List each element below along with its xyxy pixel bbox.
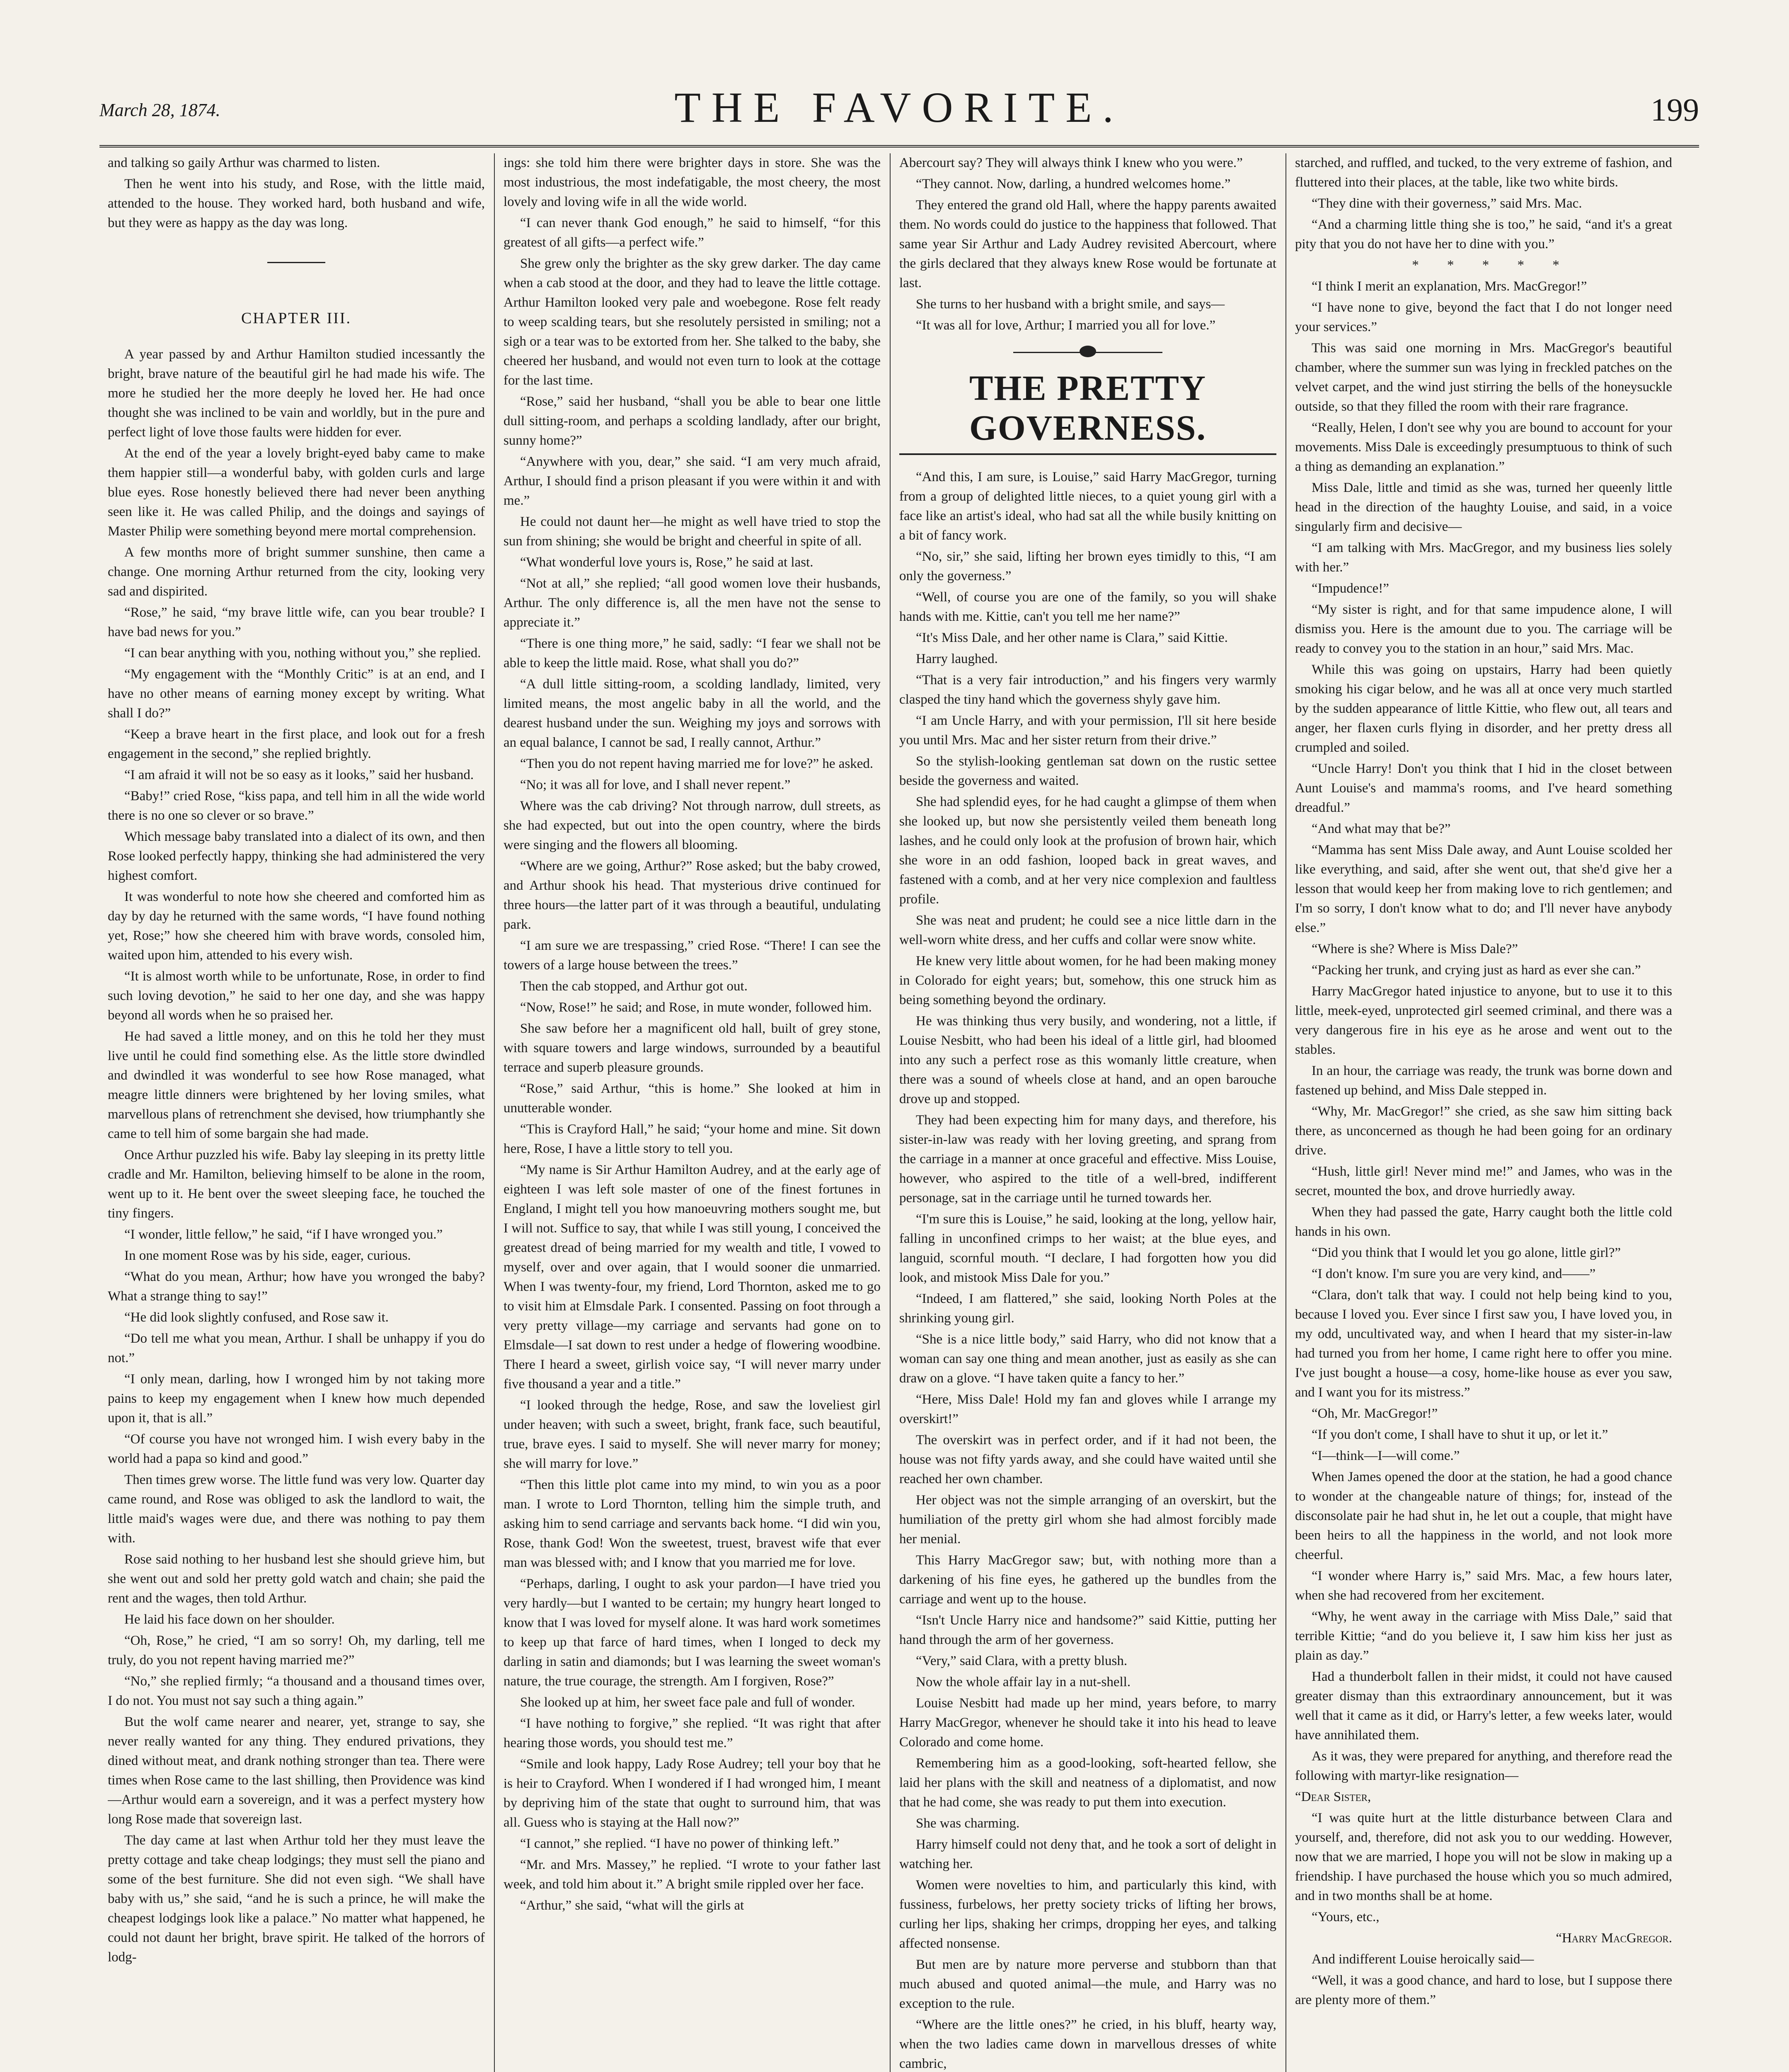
paragraph: Remembering him as a good-looking, soft-hearted fellow, she laid her plans with the skill and neatness of a diplomatist, and now that he had come, she was ready to put them into execution. [899,1756,1276,1810]
paragraph: “I have none to give, beyond the fact that I do not longer need your services.” [1295,300,1672,334]
paragraph: “He did look slightly confused, and Rose saw it. [124,1310,389,1325]
paragraph: “Where are the little ones?” he cried, in his bluff, hearty way, when the two ladies came down in marvellous dresses of white cambric, [899,2017,1276,2071]
paragraph: “Here, Miss Dale! Hold my fan and gloves while I arrange my overskirt!” [899,1392,1276,1426]
paragraph: He was thinking thus very busily, and wondering, not a little, if Louise Nesbitt, who had been his ideal of a little girl, had bloomed into any such a perfect rose as this womanly little creature, when there was a sound of wheels close at hand, and an open barouche drove up and stopped. [899,1014,1276,1106]
paragraph: Abercourt say? They will always think I knew who you were.” [899,155,1243,170]
paragraph: In an hour, the carriage was ready, the trunk was borne down and fastened up behind, and Miss Dale stepped in. [1295,1063,1672,1098]
chapter-heading: CHAPTER III. [241,310,352,327]
page-number: 199 [1651,92,1699,128]
paragraph: “They dine with their governess,” said Mrs. Mac. [1312,196,1582,211]
paragraph: As it was, they were prepared for anything, and therefore read the following with martyr-like resignation— [1295,1749,1672,1783]
paragraph: “Really, Helen, I don't see why you are bound to account for your movements. Miss Dale is exceedingly presumptuous to think of such a thing as demanding an explanation.” [1295,420,1672,474]
paragraph: “If you don't come, I shall have to shut it up, or let it.” [1312,1427,1608,1442]
paragraph: The overskirt was in perfect order, and if it had not been, the house was not fifty yards away, and she could have waited until she reached her own chamber. [899,1433,1276,1486]
section-rule [267,262,325,263]
paragraph: “Keep a brave heart in the first place, and look out for a fresh engagement in the second,” she replied brightly. [108,727,485,761]
paragraph: “And this, I am sure, is Louise,” said Harry MacGregor, turning from a group of delighted little nieces, to a quiet young girl with a face like an artist's ideal, who had sat all the while busily knitting on a bit of fancy work. [899,470,1276,543]
paragraph: “Oh, Rose,” he cried, “I am so sorry! Oh, my darling, tell me truly, do you not repent having married me?” [108,1633,485,1668]
letter-signature: “Harry MacGregor. [1556,1931,1672,1946]
paragraph: “My engagement with the “Monthly Critic” is at an end, and I have no other means of earning money except by writing. What shall I do?” [108,667,485,721]
paragraph: “Do tell me what you mean, Arthur. I shall be unhappy if you do not.” [108,1331,485,1365]
paragraph: But the wolf came nearer and nearer, yet, strange to say, she never really wanted for any thing. They endured privations, they dined without meat, and drank nothing stronger than tea. There were times when Rose came to the last shilling, then Providence was kind—Arthur would earn a sovereign, and it was a perfect mystery how long Rose made that sovereign last. [108,1714,485,1827]
paragraph: She saw before her a magnificent old hall, built of grey stone, with square towers and large windows, surrounded by a beautiful terrace and superb pleasure grounds. [504,1021,881,1075]
issue-date: March 28, 1874. [99,100,220,120]
column-divider [1285,153,1286,2072]
paragraph: Then times grew worse. The little fund was very low. Quarter day came round, and Rose was obliged to ask the landlord to wait, the little maid's wages were due, and there was nothing to pay them with. [108,1472,485,1546]
paragraph: “Mamma has sent Miss Dale away, and Aunt Louise scolded her like everything, and said, after she went out, that she'd give her a lesson that would keep her from making love to rich gentlemen; and I'm so sorry, I don't know what to do; and I'll never have anybody else.” [1295,842,1672,935]
paragraph: “Arthur,” she said, “what will the girls at [520,1898,744,1913]
paragraph: He knew very little about women, for he had been making money in Colorado for eight years; but, somehow, this one struck him as being something beyond the ordinary. [899,954,1276,1007]
paragraph: “Impudence!” [1312,581,1389,596]
paragraph: She grew only the brighter as the sky grew darker. The day came when a cab stood at the door, and they had to leave the little cottage. Arthur Hamilton looked very pale and woebegone. Rose felt ready to weep scalding tears, but she resolutely persisted in smiling; not a sigh or a tear was to be extorted from her. She talked to the baby, she cheered her husband, and would not even turn to look at the cottage for the last time. [504,256,881,388]
paragraph: This Harry MacGregor saw; but, with nothing more than a darkening of his fine eyes, he gathered up the bundles from the carriage and went up to the house. [899,1553,1276,1607]
paragraph: She turns to her husband with a bright smile, and says— [916,297,1225,312]
paragraph: “Then this little plot came into my mind, to win you as a poor man. I wrote to Lord Thornton, telling him the simple truth, and asking him to send carriage and servants back home. “I did win you, Rose, thank God! Won the sweetest, truest, bravest wife that ever man was blessed with; and I know that you married me for love. [504,1477,881,1570]
paragraph: “And a charming little thing she is too,” he said, “and it's a great pity that you do not have her to dine with you.” [1295,217,1672,252]
paragraph: “I wonder, little fellow,” he said, “if I have wronged you.” [124,1227,443,1242]
paragraph: “No; it was all for love, and I shall never repent.” [520,777,791,792]
paragraph: “Rose,” he said, “my brave little wife, can you bear trouble? I have bad news for you.” [108,605,485,639]
paragraph: and talking so gaily Arthur was charmed to listen. [108,155,380,170]
column-1 [108,153,485,2072]
paragraph: Rose said nothing to her husband lest she should grieve him, but she went out and sold her pretty gold watch and chain; she paid the rent and the wages, then told Arthur. [108,1552,485,1606]
column-4 [1295,153,1672,2072]
paragraph: Harry MacGregor hated injustice to anyone, but to use it to this little, meek-eyed, unprotected girl seemed criminal, and there was a very dangerous fire in his eye as he arose and went out to the stables. [1295,984,1672,1057]
paragraph: This was said one morning in Mrs. MacGregor's beautiful chamber, where the summer sun was lying in freckled patches on the velvet carpet, and the wind just stirring the bells of the honeysuckle outside, so that they filled the room with their rare fragrance. [1295,341,1672,414]
paragraph: “Yours, etc., [1312,1910,1380,1924]
letter-salutation: “Dear Sister, [1295,1789,1371,1804]
paragraph: Her object was not the simple arranging of an overskirt, but the humiliation of the pretty girl whom she had almost forcibly made her menial. [899,1493,1276,1547]
paragraph: “Uncle Harry! Don't you think that I hid in the closet between Aunt Louise's and mamma's rooms, and I've heard something dreadful.” [1295,761,1672,815]
paragraph: “Mr. and Mrs. Massey,” he replied. “I wrote to your father last week, and told him about it.” A bright smile rippled over her face. [504,1857,881,1892]
paragraph: “Where are we going, Arthur?” Rose asked; but the baby crowed, and Arthur shook his head. That mysterious drive continued for three hours—the latter part of it was through a beautiful, undulating park. [504,859,881,932]
paragraph: “Indeed, I am flattered,” she said, looking North Poles at the shrinking young girl. [899,1291,1276,1326]
column-3 [899,153,1276,2072]
paragraph: But men are by nature more perverse and stubborn than that much abused and quoted animal—the mule, and Harry was no exception to the rule. [899,1957,1276,2011]
paragraph: “Baby!” cried Rose, “kiss papa, and tell him in all the wide world there is no one so clever or so brave.” [108,789,485,823]
paragraph: He laid his face down on her shoulder. [124,1612,335,1627]
paragraph: Now the whole affair lay in a nut-shell. [916,1675,1131,1690]
paragraph: “I'm sure this is Louise,” he said, looking at the long, yellow hair, falling in unconfined crimps to her waist; at the blue eyes, and languid, scornful mouth. “I declare, I had forgotten how you did look, and mistook Miss Dale for you.” [899,1212,1276,1285]
paragraph: “I was quite hurt at the little disturbance between Clara and yourself, and, therefore, did not ask you to our wedding. However, now that we are married, I hope you will not be slow in making up a friendship. I have purchased the house which you so much admired, and in two months shall be at home. [1295,1811,1672,1903]
paragraph: Louise Nesbitt had made up her mind, years before, to marry Harry MacGregor, whenever he should take it into his head to leave Colorado and come home. [899,1696,1276,1750]
paragraph: “Now, Rose!” he said; and Rose, in mute wonder, followed him. [520,1000,872,1015]
paragraph: “I don't know. I'm sure you are very kind, and——” [1312,1266,1596,1281]
paragraph: Harry laughed. [916,651,998,666]
paragraph: At the end of the year a lovely bright-eyed baby came to make them happier still—a wonderful baby, with golden curls and large blue eyes. Rose honestly believed there had never been anything seen like it. He was called Philip, and the doings and sayings of Master Philip were something beyond mere mortal comprehension. [108,446,485,539]
paragraph: Then the cab stopped, and Arthur got out. [520,979,748,994]
paragraph: “I cannot,” she replied. “I have no power of thinking left.” [520,1836,840,1851]
paragraph: “Well, of course you are one of the family, so you will shake hands with me. Kittie, can't you tell me her name?” [899,590,1276,624]
paragraph: He could not daunt her—he might as well have tried to stop the sun from shining; she would be bright and cheerful in spite of all. [504,514,881,549]
paragraph: “This is Crayford Hall,” he said; “your home and mine. Sit down here, Rose, I have a little story to tell you. [504,1122,881,1156]
paragraph: “My sister is right, and for that same impudence alone, I will dismiss you. Here is the amount due to you. The carriage will be ready to convey you to the station in an hour,” said Mrs. Mac. [1295,602,1672,656]
paragraph: “Clara, don't talk that way. I could not help being kind to you, because I loved you. Ever since I first saw you, I have loved you, in my odd, uncultivated way, and when I heard that my sister-in-law had turned you from her home, I came right here to offer you mine. I've just bought a house—a cosy, home-like house as ever you saw, and I want you for its mistress.” [1295,1288,1672,1400]
paragraph: “What wonderful love yours is, Rose,” he said at last. [520,555,813,570]
paragraph: “Very,” said Clara, with a pretty blush. [916,1653,1128,1668]
paragraph: “They cannot. Now, darling, a hundred welcomes home.” [916,177,1231,191]
paragraph: While this was going on upstairs, Harry had been quietly smoking his cigar below, and he was all at once very much startled by the sudden appearance of little Kittie, who flew out, all tears and anger, her flaxen curls flying in disorder, and her pretty dress all crumpled and soiled. [1295,662,1672,755]
paragraph: They had been expecting him for many days, and therefore, his sister-in-law was ready with her loving greeting, and sprang from the carriage in a manner at once graceful and effective. Miss Louise, however, who aspired to the title of a well-bred, indifferent personage, sat in the carriage until he turned towards her. [899,1113,1276,1205]
paragraph: “It was all for love, Arthur; I married you all for love.” [916,318,1216,333]
paragraph: “There is one thing more,” he said, sadly: “I fear we shall not be able to keep the little maid. Rose, what shall you do?” [504,636,881,670]
paragraph: They entered the grand old Hall, where the happy parents awaited them. No words could do justice to the happiness that followed. That same year Sir Arthur and Lady Audrey revisited Abercourt, where the girls declared that they always knew Rose would be fortunate at last. [899,198,1276,290]
section-break: * * * * * [1412,258,1572,273]
paragraph: Miss Dale, little and timid as she was, turned her queenly little head in the direction of the haughty Louise, and said, in a voice singularly firm and decisive— [1295,480,1672,534]
paragraph: Women were novelties to him, and particularly this kind, with fussiness, furbelows, her pretty society tricks of lifting her brows, curling her lips, shaking her crimps, dropping her eyes, and talking affected nonsense. [899,1878,1276,1951]
paragraph: “Packing her trunk, and crying just as hard as ever she can.” [1312,963,1641,978]
paragraph: In one moment Rose was by his side, eager, curious. [124,1248,411,1263]
paragraph: “Then you do not repent having married me for love?” he asked. [520,756,874,771]
paragraph: When they had passed the gate, Harry caught both the little cold hands in his own. [1295,1205,1672,1239]
paragraph: “No, sir,” she said, lifting her brown eyes timidly to this, “I am only the governess.” [899,549,1276,583]
paragraph: She was neat and prudent; he could see a nice little darn in the well-worn white dress, and her cuffs and collar were snow white. [899,913,1276,947]
paragraph: “I only mean, darling, how I wronged him by not taking more pains to keep my engagement when I knew how much depended upon it, that is all.” [108,1372,485,1426]
paragraph: “Hush, little girl! Never mind me!” and James, who was in the secret, mounted the box, and drove hurriedly away. [1295,1164,1672,1198]
paragraph: “Why, Mr. MacGregor!” she cried, as she saw him sitting back there, as unconcerned as though he had been going for an ordinary drive. [1295,1104,1672,1158]
paragraph: “I am afraid it will not be so easy as it looks,” said her husband. [124,767,474,782]
paragraph: “No,” she replied firmly; “a thousand and a thousand times over, I do not. You must not say such a thing again.” [108,1674,485,1708]
paragraph: “Not at all,” she replied; “all good women love their husbands, Arthur. The only difference is, all the men have not the sense to appreciate it.” [504,576,881,630]
paragraph: “My name is Sir Arthur Hamilton Audrey, and at the early age of eighteen I was left sole master of one of the finest fortunes in England, I might tell you how manoeuvring mothers sought me, but I will not. Suffice to say, that while I was still young, I conceived the greatest dread of being married for my wealth and title, I vowed to myself, over and over again, that I would sooner die unmarried. When I was twenty-four, my friend, Lord Thornton, asked me to go to visit him at Elmsdale Park. I consented. Passing on foot through a very pretty village—my carriage and servants had gone on to Elmsdale—I sat down to rest under a hedge of flowering woodbine. There I heard a sweet, girlish voice say, “I will never marry under five thousand a year and a title.” [504,1162,881,1392]
paragraph: “I—think—I—will come.” [1312,1448,1460,1463]
paragraph: A year passed by and Arthur Hamilton studied incessantly the bright, brave nature of the beautiful girl he had made his wife. The more he studied her the more deeply he loved her. He had once thought she was inclined to be vain and worldly, but in the pure and perfect light of love those faults were hidden for ever. [108,347,485,440]
paragraph: “I think I merit an explanation, Mrs. MacGregor!” [1312,279,1587,294]
paragraph: “A dull little sitting-room, a scolding landlady, limited, very limited means, the most angelic baby in all the world, and the dearest husband under the sun. Weighing my joys and sorrows with an equal balance, I cannot be sad, I really cannot, Arthur.” [504,677,881,750]
paragraph: “Perhaps, darling, I ought to ask your pardon—I have tried you very hardly—but I wanted to be certain; my hungry heart longed to know that I was loved for myself alone. It was hard work sometimes to keep up that farce of hard times, when I longed to deck my darling in satin and diamonds; but I was learning the sweet woman's nature, the true courage, the strength. Am I forgiven, Rose?” [504,1576,881,1689]
paragraph: “Why, he went away in the carriage with Miss Dale,” said that terrible Kittie; “and do you believe it, I saw him kiss her just as plain as day.” [1295,1609,1672,1663]
paragraph: “It is almost worth while to be unfortunate, Rose, in order to find such loving devotion,” he said to her one day, and she was happy beyond all words when he so praised her. [108,969,485,1023]
ornament-icon [1080,346,1096,357]
paragraph: “Isn't Uncle Harry nice and handsome?” said Kittie, putting her hand through the arm of her governess. [899,1613,1276,1647]
paragraph: Harry himself could not deny that, and he took a sort of delight in watching her. [899,1837,1276,1871]
paragraph: starched, and ruffled, and tucked, to the very extreme of fashion, and fluttered into their places, at the table, like two white birds. [1295,155,1672,190]
paragraph: When James opened the door at the station, he had a good chance to wonder at the changeable nature of things; for, instead of the disconsolate pair he had shut in, he let out a couple, that might have been heirs to all the happiness in the world, and not look more cheerful. [1295,1469,1672,1562]
paragraph: He had saved a little money, and on this he told her they must live until he could find something else. As the little store dwindled and dwindled it was wonderful to see how Rose managed, what meagre little dinners were brightened by her loving smiles, what marvellous plans of retrenchment she devised, how triumphantly she came to tell him of some bargain she had made. [108,1029,485,1141]
paragraph: “I can bear anything with you, nothing without you,” she replied. [124,646,481,661]
story-title: THE PRETTY GOVERNESS. [899,368,1276,455]
paragraph: And indifferent Louise heroically said— [1312,1952,1534,1967]
paragraph: A few months more of bright summer sunshine, then came a change. One morning Arthur returned from the city, looking very sad and dispirited. [108,545,485,599]
paragraph: The day came at last when Arthur told her they must leave the pretty cottage and take cheap lodgings; they must sell the piano and some of the best furniture. She did not even sigh. “We shall have baby with us,” she said, “and he is such a prince, he will make the cheapest lodgings look like a palace.” No matter what happened, he could not daunt her bright, brave spirit. He talked of the horrors of lodg- [108,1833,485,1965]
paragraph: “And what may that be?” [1312,821,1451,836]
ornament-divider [1013,352,1162,358]
paragraph: “She is a nice little body,” said Harry, who did not know that a woman can say one thing and mean another, just as easily as she can draw on a glove. “I have taken quite a fancy to her.” [899,1332,1276,1386]
column-2 [504,153,881,2072]
paragraph: Had a thunderbolt fallen in their midst, it could not have caused greater dismay than this extraordinary announcement, but it was well that it came as it did, or Harry's letter, a few weeks later, would have annihilated them. [1295,1669,1672,1743]
paragraph: Once Arthur puzzled his wife. Baby lay sleeping in its pretty little cradle and Mr. Hamilton, believing himself to be alone in the room, went up to it. He bent over the sweet sleeping face, he touched the tiny fingers. [108,1147,485,1221]
paragraph: Then he went into his study, and Rose, with the little maid, attended to the house. They worked hard, both husband and wife, but they were as happy as the day was long. [108,177,485,230]
paragraph: “It's Miss Dale, and her other name is Clara,” said Kittie. [916,630,1228,645]
column-divider [494,153,495,2072]
paragraph: “I can never thank God enough,” he said to himself, “for this greatest of all gifts—a perfect wife.” [504,215,881,250]
paragraph: “I wonder where Harry is,” said Mrs. Mac, a few hours later, when she had recovered from her excitement. [1295,1569,1672,1603]
paragraph: “Did you think that I would let you go alone, little girl?” [1312,1245,1621,1260]
paragraph: “Smile and look happy, Lady Rose Audrey; tell your boy that he is heir to Crayford. When I wondered if I had wronged him, I meant by depriving him of the state that ought to surround him, that was all. Guess who is staying at the Hall now?” [504,1757,881,1830]
paragraph: “I am sure we are trespassing,” cried Rose. “There! I can see the towers of a large house between the trees.” [504,938,881,973]
paragraph: “I am talking with Mrs. MacGregor, and my business lies solely with her.” [1295,540,1672,575]
paragraph: “Of course you have not wronged him. I wish every baby in the world had a papa so kind and good.” [108,1432,485,1466]
paragraph: ings: she told him there were brighter days in store. She was the most industrious, the most indefatigable, the most cheery, the most lovely and loving wife in all the wide world. [504,155,881,209]
paragraph: “What do you mean, Arthur; how have you wronged the baby? What a strange thing to say!” [108,1269,485,1304]
paragraph: She was charming. [916,1816,1020,1831]
masthead [99,83,1699,148]
paragraph: “Well, it was a good chance, and hard to lose, but I suppose there are plenty more of them.” [1295,1973,1672,2007]
paragraph: “Oh, Mr. MacGregor!” [1312,1406,1438,1421]
paragraph: Where was the cab driving? Not through narrow, dull streets, as she had expected, but out into the open country, where the birds were singing and the flowers all blooming. [504,799,881,852]
paragraph: “That is a very fair introduction,” and his fingers very warmly clasped the tiny hand which the governess shyly gave him. [899,673,1276,707]
paragraph: “I am Uncle Harry, and with your permission, I'll sit here beside you until Mrs. Mac and her sister return from their drive.” [899,713,1276,748]
paragraph: “Rose,” said her husband, “shall you be able to bear one little dull sitting-room, and perhaps a scolding landlady, after our bright, sunny home?” [504,394,881,448]
paragraph: “Rose,” said Arthur, “this is home.” She looked at him in unutterable wonder. [504,1081,881,1116]
paragraph: “I looked through the hedge, Rose, and saw the loveliest girl under heaven; with such a sweet, bright, frank face, such beautiful, true, brave eyes. I said to myself. She will never marry for money; she will marry for love.” [504,1398,881,1471]
paragraph: It was wonderful to note how she cheered and comforted him as day by day he returned with the same words, “I have found nothing yet, Rose;” how she cheered him with brave words, consoled him, waited upon him, attended to his every wish. [108,889,485,963]
paragraph: “Where is she? Where is Miss Dale?” [1312,942,1518,956]
paragraph: So the stylish-looking gentleman sat down on the rustic settee beside the governess and waited. [899,754,1276,788]
column-divider [890,153,891,2072]
paragraph: “I have nothing to forgive,” she replied. “It was right that after hearing those words, you should test me.” [504,1716,881,1750]
paragraph: Which message baby translated into a dialect of its own, and then Rose looked perfectly happy, thinking she had administered the very highest comfort. [108,829,485,883]
newspaper-title: THE FAVORITE. [674,84,1124,131]
paragraph: “Anywhere with you, dear,” she said. “I am very much afraid, Arthur, I should find a prison pleasant if you were within it and with me.” [504,454,881,508]
paragraph: She had splendid eyes, for he had caught a glimpse of them when she looked up, but now she persistently veiled them beneath long lashes, and he could only look at the profusion of brown hair, which she wore in an odd fashion, looped back in great waves, and fastened with a comb, and at her very nice complexion and faultless profile. [899,794,1276,907]
paragraph: She looked up at him, her sweet face pale and full of wonder. [520,1695,855,1710]
